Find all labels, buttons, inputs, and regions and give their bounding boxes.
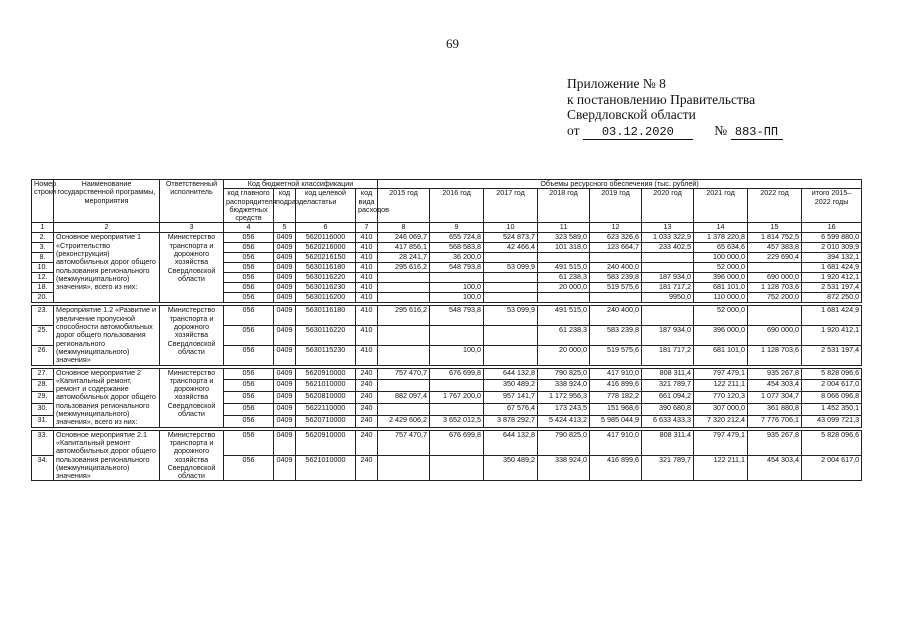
year-value: 229 690,4: [748, 253, 802, 263]
year-value: [430, 456, 484, 481]
header-year: 2016 год: [430, 189, 484, 223]
year-value: [538, 253, 590, 263]
year-value: 752 200,0: [748, 293, 802, 303]
row-number: 18.: [32, 283, 54, 293]
code-subsection: 0409: [274, 392, 296, 404]
year-value: 1 814 752,5: [748, 233, 802, 243]
code-gr: 056: [224, 283, 274, 293]
total-value: 1 452 350,1: [802, 404, 862, 416]
code-target: 5622110000: [296, 404, 356, 416]
year-value: 655 724,8: [430, 233, 484, 243]
code-gr: 056: [224, 345, 274, 365]
year-value: 778 182,2: [590, 392, 642, 404]
total-value: 43 099 721,3: [802, 415, 862, 427]
code-gr: 056: [224, 392, 274, 404]
year-value: 173 243,5: [538, 404, 590, 416]
code-subsection: 0409: [274, 430, 296, 455]
year-value: 1 077 304,7: [748, 392, 802, 404]
decree-date: 03.12.2020: [583, 126, 693, 140]
code-target: 5621010000: [296, 380, 356, 392]
year-value: 797 479,1: [694, 368, 748, 380]
total-value: 1 681 424,9: [802, 306, 862, 326]
year-value: 790 825,0: [538, 368, 590, 380]
code-expense-type: 410: [356, 306, 378, 326]
year-value: 770 120,3: [694, 392, 748, 404]
code-target: 5620910000: [296, 368, 356, 380]
code-gr: 056: [224, 415, 274, 427]
code-gr: 056: [224, 326, 274, 346]
year-value: 548 793,8: [430, 263, 484, 273]
year-value: 233 402,5: [642, 243, 694, 253]
year-value: 519 575,6: [590, 345, 642, 365]
year-value: 882 097,4: [378, 392, 430, 404]
year-value: 676 699,8: [430, 430, 484, 455]
year-value: [484, 283, 538, 293]
header-year: 2019 год: [590, 189, 642, 223]
year-value: 416 899,6: [590, 380, 642, 392]
code-expense-type: 410: [356, 326, 378, 346]
year-value: 1 128 703,6: [748, 345, 802, 365]
year-value: 151 968,6: [590, 404, 642, 416]
year-value: 67 576,4: [484, 404, 538, 416]
row-number: 33.: [32, 430, 54, 455]
code-expense-type: 410: [356, 233, 378, 243]
code-expense-type: 410: [356, 273, 378, 283]
row-number: 2.: [32, 233, 54, 243]
measure-name: Основное мероприятие 2 «Капитальный ремонт, ремонт и содержание автомобильных дорог общего пользования регионального (межмуниципального) значения», всего из них:: [54, 368, 160, 427]
table-row: [32, 368, 862, 380]
year-value: [430, 380, 484, 392]
column-number: 9: [430, 223, 484, 233]
year-value: 122 211,1: [694, 456, 748, 481]
year-value: 350 489,2: [484, 380, 538, 392]
code-subsection: 0409: [274, 253, 296, 263]
year-value: 6 633 433,3: [642, 415, 694, 427]
column-number: 11: [538, 223, 590, 233]
column-numbers-row: [32, 223, 862, 233]
code-gr: 056: [224, 456, 274, 481]
year-value: 61 238,3: [538, 273, 590, 283]
code-gr: 056: [224, 233, 274, 243]
year-value: 457 383,8: [748, 243, 802, 253]
year-value: 3 652 012,5: [430, 415, 484, 427]
year-value: 491 515,0: [538, 263, 590, 273]
year-value: 5 424 413,2: [538, 415, 590, 427]
row-number: 23.: [32, 306, 54, 326]
code-expense-type: 410: [356, 243, 378, 253]
year-value: 583 239,8: [590, 273, 642, 283]
year-value: 5 985 044,9: [590, 415, 642, 427]
row-number: 12.: [32, 273, 54, 283]
code-gr: 056: [224, 263, 274, 273]
year-value: 548 793,8: [430, 306, 484, 326]
code-subsection: 0409: [274, 326, 296, 346]
total-value: 2 531 197,4: [802, 283, 862, 293]
year-value: 797 479,1: [694, 430, 748, 455]
code-target: 5620216150: [296, 253, 356, 263]
header-k4: код вида расходов: [356, 189, 378, 223]
row-number: 3.: [32, 243, 54, 253]
executor-name: Министерство транспорта и дорожного хозяйства Свердловской области: [160, 430, 224, 481]
appendix-line-3: Свердловской области: [567, 107, 696, 122]
year-value: 644 132,8: [484, 368, 538, 380]
year-value: [378, 380, 430, 392]
year-value: 454 303,4: [748, 380, 802, 392]
code-gr: 056: [224, 273, 274, 283]
year-value: [642, 253, 694, 263]
code-expense-type: 240: [356, 456, 378, 481]
year-value: 623 326,6: [590, 233, 642, 243]
code-gr: 056: [224, 243, 274, 253]
total-value: 6 599 880,0: [802, 233, 862, 243]
year-value: 361 880,8: [748, 404, 802, 416]
year-value: 1 128 703,6: [748, 283, 802, 293]
year-value: 417 910,0: [590, 430, 642, 455]
code-expense-type: 240: [356, 430, 378, 455]
year-value: 100 000,0: [694, 253, 748, 263]
year-value: 42 466,4: [484, 243, 538, 253]
code-expense-type: 240: [356, 404, 378, 416]
code-target: 5621010000: [296, 456, 356, 481]
year-value: 53 099,9: [484, 263, 538, 273]
code-subsection: 0409: [274, 380, 296, 392]
code-subsection: 0409: [274, 293, 296, 303]
year-value: [642, 306, 694, 326]
year-value: [378, 345, 430, 365]
year-value: 7 776 706,1: [748, 415, 802, 427]
year-value: [590, 293, 642, 303]
table-row: [32, 430, 862, 455]
code-subsection: 0409: [274, 263, 296, 273]
code-subsection: 0409: [274, 404, 296, 416]
year-value: 1 033 322,9: [642, 233, 694, 243]
year-value: 350 489,2: [484, 456, 538, 481]
year-value: 757 470,7: [378, 368, 430, 380]
page-number: 69: [446, 36, 459, 51]
code-subsection: 0409: [274, 283, 296, 293]
column-number: 3: [160, 223, 224, 233]
column-number: 14: [694, 223, 748, 233]
year-value: 935 267,8: [748, 430, 802, 455]
decree-number: 883-ПП: [731, 126, 783, 140]
year-value: 454 303,4: [748, 456, 802, 481]
code-target: 5620710000: [296, 415, 356, 427]
year-value: 2 429 606,2: [378, 415, 430, 427]
code-target: 5630116220: [296, 273, 356, 283]
year-value: 65 634,6: [694, 243, 748, 253]
code-gr: 056: [224, 306, 274, 326]
year-value: 181 717,2: [642, 283, 694, 293]
year-value: 100,0: [430, 283, 484, 293]
header-budget-code: Код бюджетной классификации: [224, 180, 378, 189]
year-value: 416 899,6: [590, 456, 642, 481]
code-target: 5620116000: [296, 233, 356, 243]
code-expense-type: 410: [356, 253, 378, 263]
total-value: 2 004 617,0: [802, 380, 862, 392]
year-value: 417 910,0: [590, 368, 642, 380]
code-gr: 056: [224, 430, 274, 455]
total-value: 8 066 096,8: [802, 392, 862, 404]
header-year: 2021 год: [694, 189, 748, 223]
year-value: 110 000,0: [694, 293, 748, 303]
year-value: 390 680,8: [642, 404, 694, 416]
header-year: 2018 год: [538, 189, 590, 223]
row-number: 10.: [32, 263, 54, 273]
code-subsection: 0409: [274, 368, 296, 380]
table-row: [32, 306, 862, 326]
table-row: [32, 233, 862, 243]
year-value: 661 094,2: [642, 392, 694, 404]
row-number: 8.: [32, 253, 54, 263]
row-number: 28.: [32, 380, 54, 392]
code-subsection: 0409: [274, 415, 296, 427]
year-value: 52 000,0: [694, 306, 748, 326]
year-value: 644 132,8: [484, 430, 538, 455]
code-expense-type: 240: [356, 368, 378, 380]
column-number: 4: [224, 223, 274, 233]
code-expense-type: 410: [356, 283, 378, 293]
total-value: 394 132,1: [802, 253, 862, 263]
column-number: 15: [748, 223, 802, 233]
code-target: 5630116220: [296, 326, 356, 346]
code-gr: 056: [224, 404, 274, 416]
year-value: 3 878 292,7: [484, 415, 538, 427]
year-value: 52 000,0: [694, 263, 748, 273]
year-value: [538, 293, 590, 303]
year-value: 101 318,0: [538, 243, 590, 253]
year-value: 240 400,0: [590, 306, 642, 326]
year-value: [378, 273, 430, 283]
year-value: [430, 326, 484, 346]
row-number: 29.: [32, 392, 54, 404]
year-value: 122 211,1: [694, 380, 748, 392]
year-value: [484, 253, 538, 263]
year-value: 957 141,7: [484, 392, 538, 404]
year-value: 808 311,4: [642, 368, 694, 380]
code-target: 5620910000: [296, 430, 356, 455]
year-value: 676 699,8: [430, 368, 484, 380]
year-value: 7 320 212,4: [694, 415, 748, 427]
year-value: 790 825,0: [538, 430, 590, 455]
executor-name: Министерство транспорта и дорожного хозяйства Свердловской области: [160, 233, 224, 303]
code-subsection: 0409: [274, 273, 296, 283]
header-volumes: Объемы ресурсного обеспечения (тыс. рублей): [378, 180, 862, 189]
year-value: 396 000,0: [694, 326, 748, 346]
measure-name: Основное мероприятие 2.1 «Капитальный ремонт автомобильных дорог общего пользования регионального (межмуниципального) значения»: [54, 430, 160, 481]
header-name: Наименование государственной программы, мероприятия: [54, 180, 160, 223]
code-target: 5630116180: [296, 263, 356, 273]
code-target: 5630116200: [296, 293, 356, 303]
total-value: 2 004 617,0: [802, 456, 862, 481]
header-row-number: Номер строки: [32, 180, 54, 223]
year-value: 757 470,7: [378, 430, 430, 455]
appendix-date-line: [567, 123, 783, 140]
code-subsection: 0409: [274, 306, 296, 326]
code-gr: 056: [224, 380, 274, 392]
column-number: 12: [590, 223, 642, 233]
year-value: 246 069,7: [378, 233, 430, 243]
code-subsection: 0409: [274, 345, 296, 365]
year-value: 1 172 956,3: [538, 392, 590, 404]
year-value: 321 789,7: [642, 456, 694, 481]
year-value: [484, 293, 538, 303]
code-subsection: 0409: [274, 456, 296, 481]
year-value: 36 200,0: [430, 253, 484, 263]
column-number: 13: [642, 223, 694, 233]
year-value: 568 583,8: [430, 243, 484, 253]
header-total: итого 2015–2022 годы: [802, 189, 862, 223]
year-value: [642, 263, 694, 273]
column-number: 5: [274, 223, 296, 233]
year-value: 187 934,0: [642, 273, 694, 283]
ot-label: от: [567, 122, 580, 138]
year-value: 524 873,7: [484, 233, 538, 243]
year-value: 323 589,0: [538, 233, 590, 243]
code-gr: 056: [224, 293, 274, 303]
code-expense-type: 410: [356, 293, 378, 303]
code-expense-type: 240: [356, 392, 378, 404]
year-value: 28 241,7: [378, 253, 430, 263]
total-value: 2 531 197,4: [802, 345, 862, 365]
code-target: 5620216000: [296, 243, 356, 253]
appendix-title: Приложение № 8: [567, 76, 666, 91]
year-value: 808 311,4: [642, 430, 694, 455]
row-number: 25.: [32, 326, 54, 346]
header-executor: Ответственный исполнитель: [160, 180, 224, 223]
year-value: 396 000,0: [694, 273, 748, 283]
code-target: 5630115230: [296, 345, 356, 365]
year-value: 935 267,8: [748, 368, 802, 380]
year-value: 417 856,1: [378, 243, 430, 253]
code-subsection: 0409: [274, 233, 296, 243]
year-value: [748, 306, 802, 326]
year-value: 583 239,8: [590, 326, 642, 346]
header-k1: код главного распорядителя бюджетных средств: [224, 189, 274, 223]
year-value: [484, 273, 538, 283]
year-value: 295 616,2: [378, 306, 430, 326]
header-k3: код целевой статьи: [296, 189, 356, 223]
column-number: 10: [484, 223, 538, 233]
year-value: 53 099,9: [484, 306, 538, 326]
header-k2: код подраздела: [274, 189, 296, 223]
measure-name: Мероприятие 1.2 «Развитие и увеличение пропускной способности автомобильных дорог общего пользования регионального (межмуниципального) значения»: [54, 306, 160, 365]
year-value: 20 000,0: [538, 283, 590, 293]
year-value: 690 000,0: [748, 273, 802, 283]
year-value: 338 924,0: [538, 380, 590, 392]
row-number: 31.: [32, 415, 54, 427]
header-year: 2017 год: [484, 189, 538, 223]
year-value: 690 000,0: [748, 326, 802, 346]
year-value: [378, 293, 430, 303]
row-number: 20.: [32, 293, 54, 303]
total-value: 5 828 096,6: [802, 368, 862, 380]
year-value: 123 664,7: [590, 243, 642, 253]
code-gr: 056: [224, 253, 274, 263]
code-target: 5630116180: [296, 306, 356, 326]
year-value: 240 400,0: [590, 263, 642, 273]
year-value: 20 000,0: [538, 345, 590, 365]
year-value: 1 378 220,8: [694, 233, 748, 243]
column-number: 7: [356, 223, 378, 233]
year-value: [430, 404, 484, 416]
year-value: 681 101,0: [694, 283, 748, 293]
year-value: 181 717,2: [642, 345, 694, 365]
column-number: 16: [802, 223, 862, 233]
year-value: [378, 404, 430, 416]
year-value: 100,0: [430, 293, 484, 303]
header-year: 2015 год: [378, 189, 430, 223]
appendix-line-2: к постановлению Правительства: [567, 91, 756, 107]
year-value: [430, 273, 484, 283]
total-value: 5 828 096,6: [802, 430, 862, 455]
header-year: 2020 год: [642, 189, 694, 223]
year-value: [590, 253, 642, 263]
year-value: [378, 283, 430, 293]
year-value: 61 238,3: [538, 326, 590, 346]
code-expense-type: 410: [356, 345, 378, 365]
row-number: 34.: [32, 456, 54, 481]
code-subsection: 0409: [274, 243, 296, 253]
column-number: 8: [378, 223, 430, 233]
year-value: 307 000,0: [694, 404, 748, 416]
code-expense-type: 240: [356, 380, 378, 392]
year-value: 338 924,0: [538, 456, 590, 481]
column-number: 2: [54, 223, 160, 233]
total-value: 1 681 424,9: [802, 263, 862, 273]
year-value: 9950,0: [642, 293, 694, 303]
year-value: 1 767 200,0: [430, 392, 484, 404]
measure-name: Основное мероприятие 1 «Строительство (реконструкция) автомобильных дорог общего пользования регионального (межмуниципального) значения», всего из них:: [54, 233, 160, 303]
year-value: [378, 456, 430, 481]
row-number: 27.: [32, 368, 54, 380]
column-number: 6: [296, 223, 356, 233]
year-value: [484, 345, 538, 365]
code-target: 5620810000: [296, 392, 356, 404]
executor-name: Министерство транспорта и дорожного хозяйства Свердловской области: [160, 368, 224, 427]
code-target: 5630116230: [296, 283, 356, 293]
year-value: 100,0: [430, 345, 484, 365]
year-value: 491 515,0: [538, 306, 590, 326]
number-label: №: [714, 122, 728, 138]
code-expense-type: 410: [356, 263, 378, 273]
year-value: 295 616,2: [378, 263, 430, 273]
appendix-header: [567, 76, 783, 140]
code-gr: 056: [224, 368, 274, 380]
total-value: 872 250,0: [802, 293, 862, 303]
year-value: [378, 326, 430, 346]
year-value: [748, 263, 802, 273]
year-value: 681 101,0: [694, 345, 748, 365]
total-value: 1 920 412,1: [802, 273, 862, 283]
budget-table: [31, 179, 862, 481]
row-number: 26.: [32, 345, 54, 365]
row-number: 30.: [32, 404, 54, 416]
header-year: 2022 год: [748, 189, 802, 223]
table-body: [32, 233, 862, 481]
year-value: [484, 326, 538, 346]
code-expense-type: 240: [356, 415, 378, 427]
total-value: 1 920 412,1: [802, 326, 862, 346]
year-value: 187 934,0: [642, 326, 694, 346]
year-value: 519 575,6: [590, 283, 642, 293]
year-value: 321 789,7: [642, 380, 694, 392]
executor-name: Министерство транспорта и дорожного хозяйства Свердловской области: [160, 306, 224, 365]
column-number: 1: [32, 223, 54, 233]
total-value: 2 010 309,9: [802, 243, 862, 253]
